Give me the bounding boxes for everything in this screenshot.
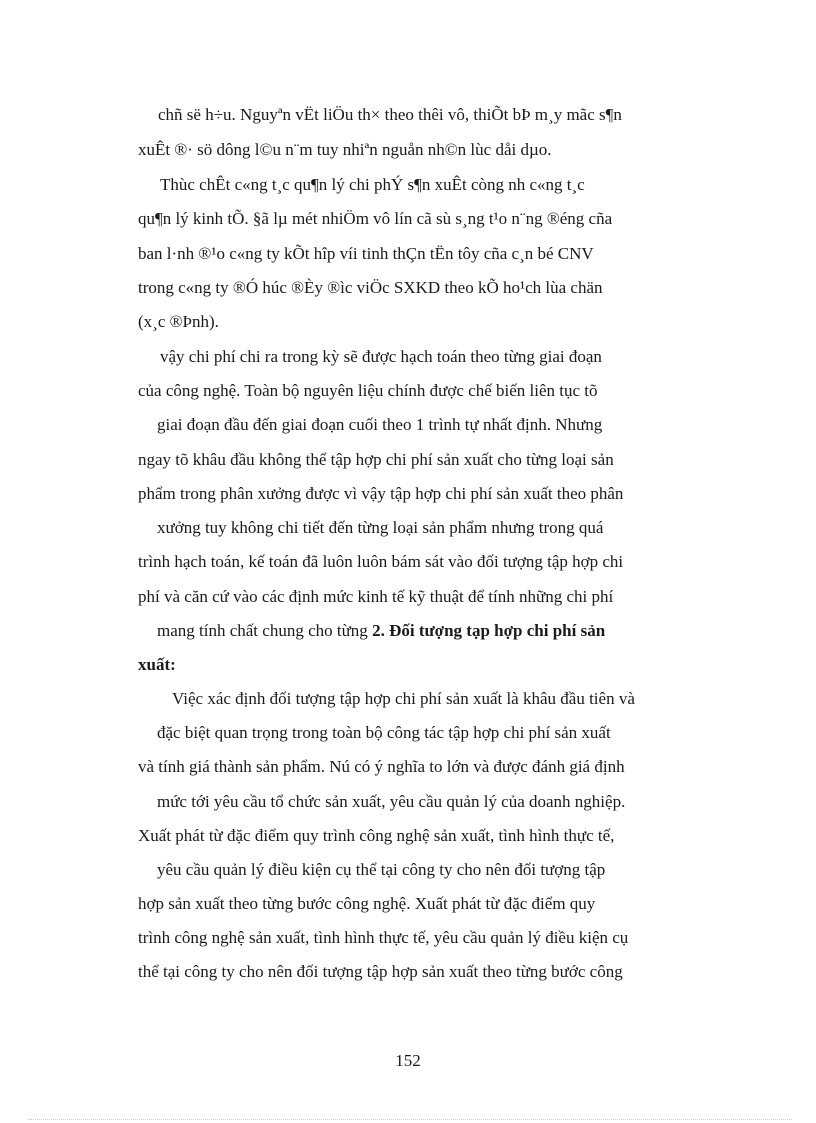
bottom-divider	[28, 1119, 792, 1120]
text-line: giai đoạn đầu đến giai đoạn cuối theo 1 trình tự nhất định. Nhưng	[157, 415, 603, 434]
text-line: thể tại công ty cho nên đối tượng tập hợp sản xuất theo từng bước công	[138, 962, 623, 981]
text-line: trình hạch toán, kế toán đã luôn luôn bám sát vào đối tượng tập hợp chi	[138, 552, 624, 571]
section-heading: 2. Đối tượng tạp hợp chi phí sản	[372, 621, 606, 640]
text-line: Việc xác định đối tượng tập hợp chi phí sản xuất là khâu đầu tiên và	[172, 689, 635, 708]
text-line: phí và căn cứ vào các định mức kinh tế kỹ thuật để tính những chi phí	[138, 587, 614, 606]
text-line: xuÊt ®· sö dông l©u n¨m tuy nhiªn nguån nh©n lùc dåi dµo.	[138, 140, 552, 159]
text-line: trong c«ng ty ®Ó húc ®Èy ®ìc viÖc SXKD theo kÕ ho¹ch lùa chän	[138, 278, 603, 297]
text-line: vậy chi phí chi ra trong kỳ sẽ được hạch toán theo từng giai đoạn	[160, 347, 602, 366]
text-line: Thùc chÊt c«ng t¸c qu¶n lý chi phÝ s¶n xuÊt còng nh c«ng t¸c	[160, 175, 585, 194]
text-line: của công nghệ. Toàn bộ nguyên liệu chính được chế biến liên tục tõ	[138, 381, 598, 400]
section-heading-continued: xuất:	[138, 655, 176, 674]
text-line: đặc biệt quan trọng trong toàn bộ công tác tập hợp chi phí sản xuất	[157, 723, 611, 742]
text-line: Xuất phát từ đặc điểm quy trình công nghệ sản xuất, tình hình thực tế,	[138, 826, 615, 845]
text-line: (x¸c ®Þnh).	[138, 312, 219, 331]
text-line: mức tới yêu cầu tổ chức sản xuất, yêu cầu quản lý của doanh nghiệp.	[157, 792, 626, 811]
text-line: xưởng tuy không chi tiết đến từng loại sản phẩm nhưng trong quá	[157, 518, 604, 537]
text-line	[157, 620, 605, 642]
text-line: ban l·nh ®¹o c«ng ty kÕt hîp víi tinh thÇn tËn tôy cña c¸n bé CNV	[138, 244, 594, 263]
text-line: phẩm trong phân xưởng được vì vậy tập hợp chi phí sản xuất theo phân	[138, 484, 624, 503]
text-line: chñ së h÷u. Nguyªn vËt liÖu th× theo thêi vô, thiÕt bÞ m¸y mãc s¶n	[158, 105, 622, 124]
text-line: hợp sản xuất theo từng bước công nghệ. Xuất phát từ đặc điểm quy	[138, 894, 596, 913]
text-segment: mang tính chất chung cho từng	[157, 621, 368, 640]
text-line: yêu cầu quản lý điều kiện cụ thể tại công ty cho nên đối tượng tập	[157, 860, 606, 879]
text-line: ngay tõ khâu đầu không thể tập hợp chi phí sản xuất cho từng loại sản	[138, 450, 614, 469]
page-number: 152	[395, 1051, 421, 1070]
text-line: và tính giá thành sản phẩm. Nú có ý nghĩa to lớn và được đánh giá định	[138, 757, 625, 776]
text-line: qu¶n lý kinh tÕ. §ã lµ mét nhiÖm vô lín cã sù s¸ng t¹o n¨ng ®éng cña	[138, 209, 613, 228]
text-line: trình công nghệ sản xuất, tình hình thực tế, yêu cầu quản lý điều kiện cụ	[138, 928, 629, 947]
